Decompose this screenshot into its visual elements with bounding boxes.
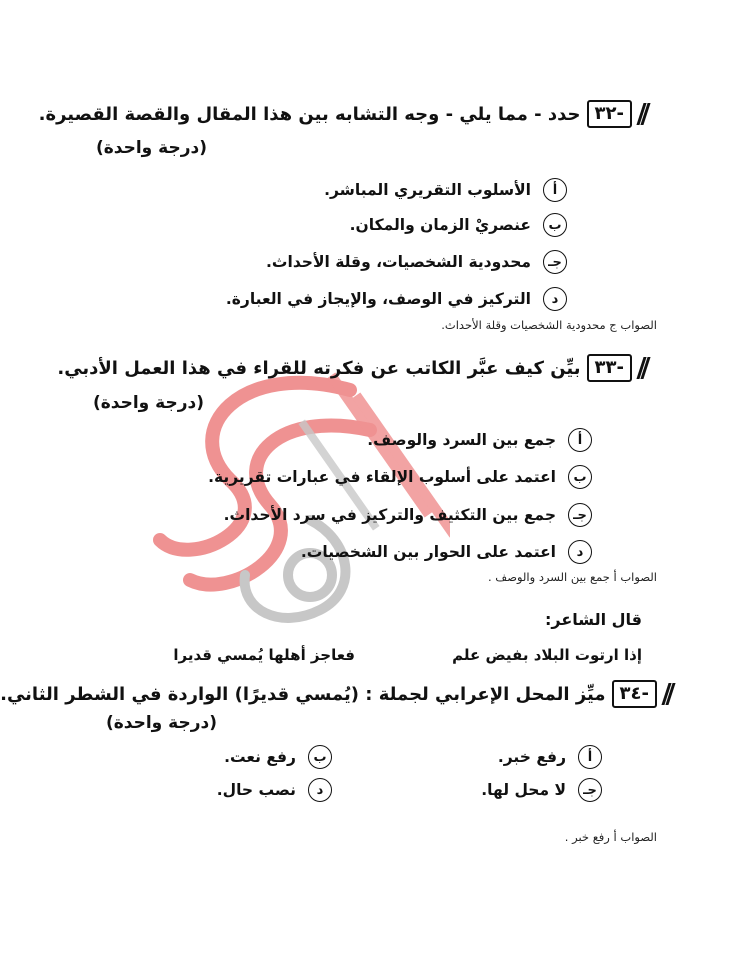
- q34-header: [0, 680, 672, 708]
- q32-option-b[interactable]: [350, 213, 567, 237]
- q32-header: [39, 100, 647, 128]
- option-text: محدودية الشخصيات، وقلة الأحداث.: [266, 253, 531, 271]
- q32-option-d[interactable]: [226, 287, 567, 311]
- option-text: رفع خبر.: [497, 748, 566, 766]
- option-text: جمع بين التكثيف والتركيز في سرد الأحداث.: [223, 506, 556, 524]
- option-text: اعتمد على أسلوب الإلقاء في عبارات تقريرية.: [208, 468, 556, 486]
- option-letter-circle: د: [568, 540, 592, 564]
- q33-option-b[interactable]: [208, 465, 592, 489]
- q33-option-d[interactable]: [301, 540, 592, 564]
- option-text: عنصريْ الزمان والمكان.: [349, 216, 531, 234]
- q32-option-a[interactable]: [324, 178, 567, 202]
- option-text: الأسلوب التقريري المباشر.: [324, 181, 531, 199]
- question-marker-icon: [640, 103, 647, 125]
- q34-option-d[interactable]: [217, 778, 332, 802]
- option-letter-circle: أ: [568, 428, 592, 452]
- option-letter-circle: د: [308, 778, 332, 802]
- q32-degree: (درجة واحدة): [95, 138, 207, 158]
- option-text: التركيز في الوصف، والإيجاز في العبارة.: [225, 290, 531, 308]
- verse-second-hemistich: فعاجز أهلها يُمسي قديرا: [173, 646, 355, 664]
- poem-intro: قال الشاعر:: [545, 610, 642, 629]
- question-marker-icon: [665, 683, 672, 705]
- option-text: جمع بين السرد والوصف.: [367, 431, 556, 449]
- q32-answer: الصواب ج محدودية الشخصيات وقلة الأحداث.: [441, 318, 657, 332]
- option-letter-circle: ب: [308, 745, 332, 769]
- option-letter-circle: جـ: [568, 503, 592, 527]
- q33-answer: الصواب أ جمع بين السرد والوصف .: [487, 570, 657, 584]
- option-text: نصب حال.: [216, 781, 296, 799]
- option-letter-circle: أ: [578, 745, 602, 769]
- q33-option-a[interactable]: [367, 428, 592, 452]
- q34-option-a[interactable]: [498, 745, 602, 769]
- option-letter-circle: د: [543, 287, 567, 311]
- q34-option-c[interactable]: [481, 778, 602, 802]
- q34-text: ميِّز المحل الإعرابي لجملة : (يُمسي قديرًا) الواردة في الشطر الثاني.: [0, 683, 606, 705]
- q34-option-b[interactable]: [224, 745, 332, 769]
- option-letter-circle: جـ: [543, 250, 567, 274]
- q33-degree: (درجة واحدة): [92, 393, 204, 413]
- q32-option-c[interactable]: [266, 250, 567, 274]
- q33-option-c[interactable]: [224, 503, 592, 527]
- q32-text: حدد - مما يلي - وجه التشابه بين هذا المقال والقصة القصيرة.: [38, 103, 581, 125]
- option-letter-circle: أ: [543, 178, 567, 202]
- q33-number: -٣٣: [587, 354, 632, 382]
- option-letter-circle: ب: [543, 213, 567, 237]
- option-text: اعتمد على الحوار بين الشخصيات.: [300, 543, 556, 561]
- q34-answer: الصواب أ رفع خبر .: [564, 830, 657, 844]
- q32-number: -٣٢: [587, 100, 632, 128]
- option-text: لا محل لها.: [481, 781, 566, 799]
- q34-degree: (درجة واحدة): [105, 713, 217, 733]
- option-text: رفع نعت.: [224, 748, 296, 766]
- question-marker-icon: [640, 357, 647, 379]
- q34-number: -٣٤: [612, 680, 657, 708]
- verse-first-hemistich: إذا ارتوت البلاد بفيض علم: [452, 646, 642, 664]
- q33-text: بيِّن كيف عبَّر الكاتب عن فكرته للقراء في هذا العمل الأدبي.: [57, 357, 581, 379]
- option-letter-circle: جـ: [578, 778, 602, 802]
- q33-header: [57, 354, 647, 382]
- option-letter-circle: ب: [568, 465, 592, 489]
